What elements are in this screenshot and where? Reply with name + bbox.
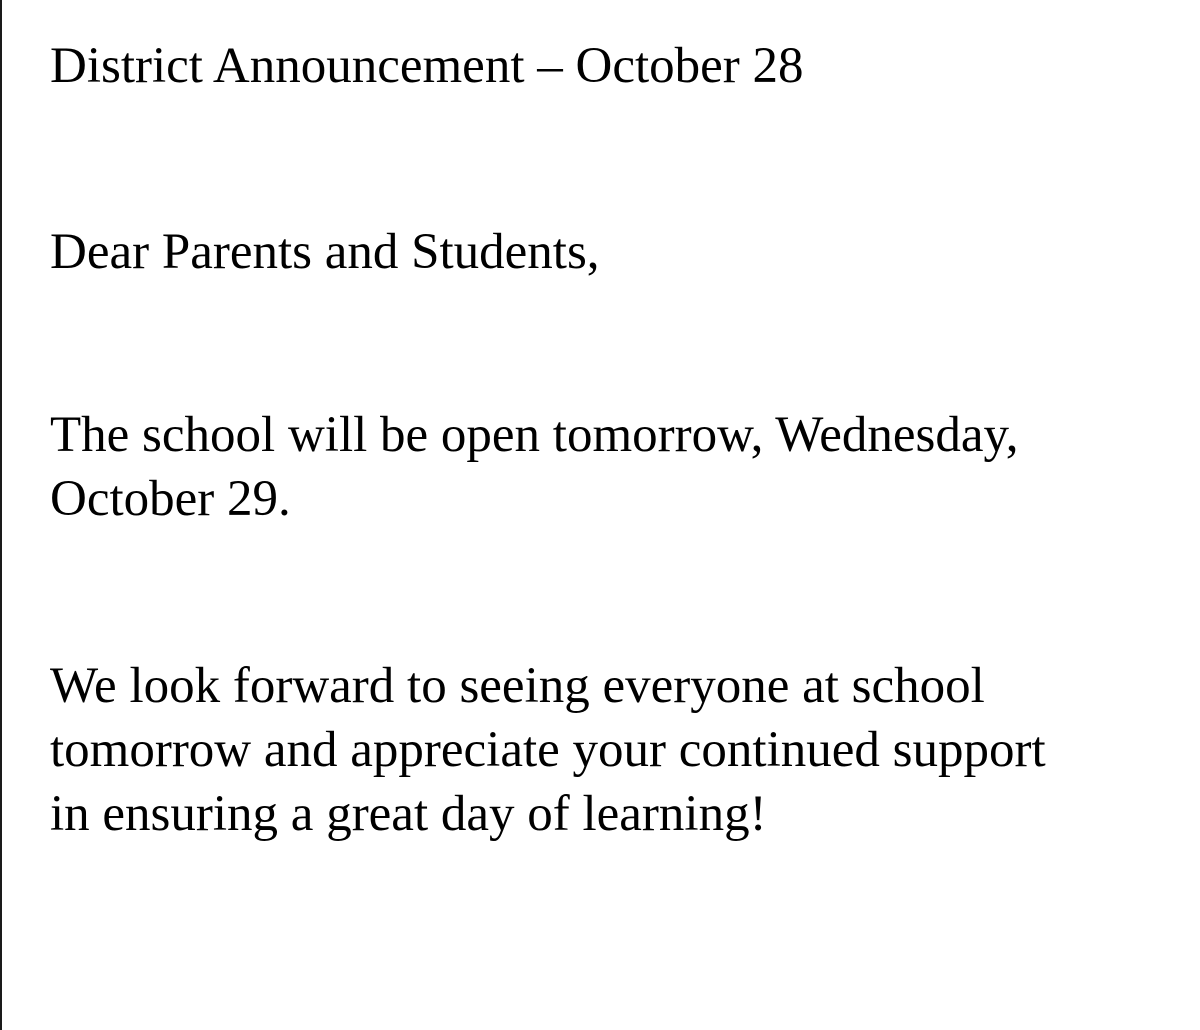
announcement-heading: District Announcement – October 28 xyxy=(50,38,804,94)
paragraph-school-open xyxy=(50,403,1018,531)
paragraph-line: tomorrow and appreciate your continued support xyxy=(50,722,1046,778)
paragraph-line: The school will be open tomorrow, Wednesday, xyxy=(50,407,1019,463)
salutation: Dear Parents and Students, xyxy=(50,224,600,280)
paragraph-line: We look forward to seeing everyone at school xyxy=(50,658,985,714)
left-border-line xyxy=(0,0,2,1030)
paragraph-closing xyxy=(50,654,1046,846)
paragraph-line: October 29. xyxy=(50,471,291,527)
paragraph-line: in ensuring a great day of learning! xyxy=(50,786,767,842)
